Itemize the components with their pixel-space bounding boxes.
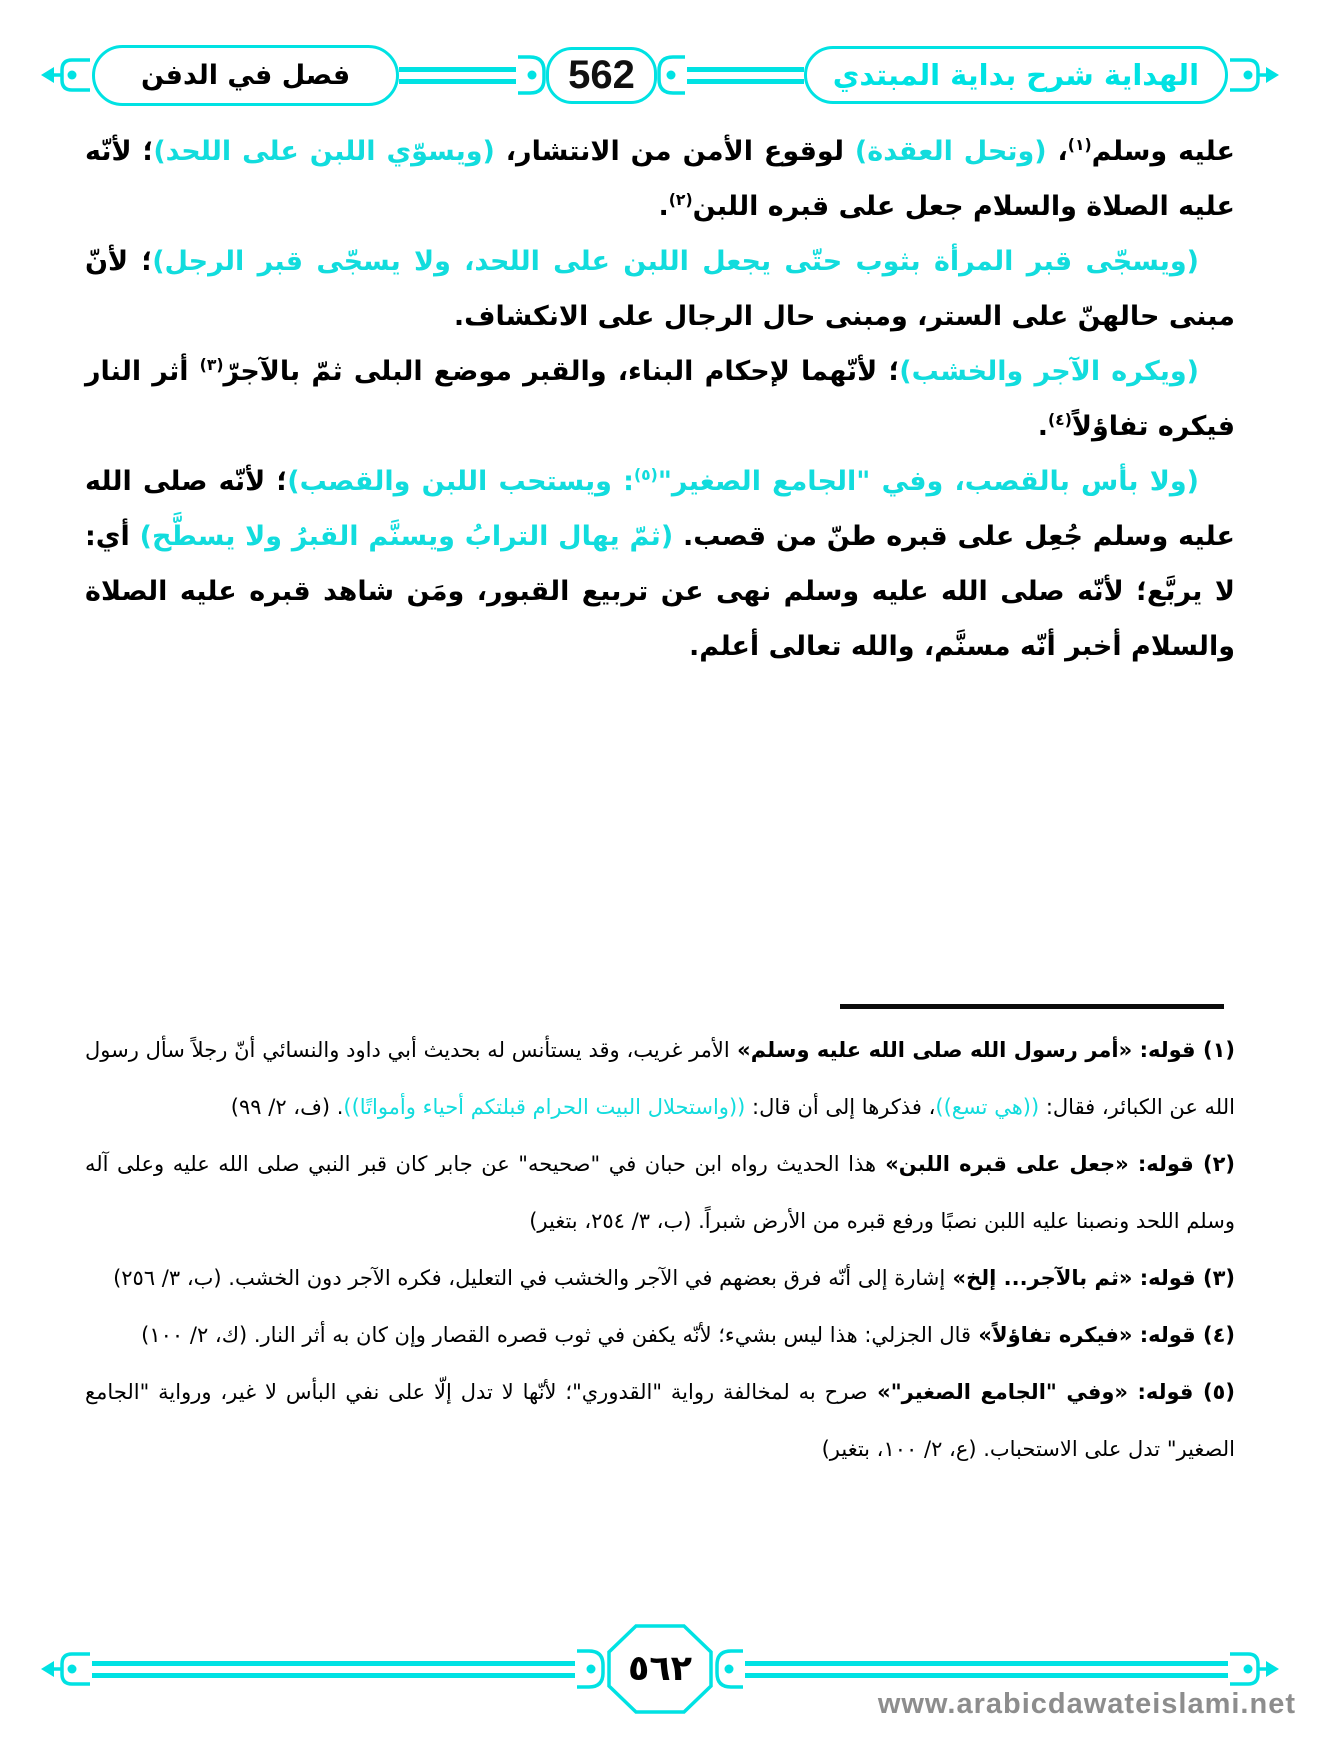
band-rule — [92, 1661, 575, 1678]
body-paragraph — [85, 344, 1235, 454]
book-title-cartouche — [804, 46, 1228, 104]
text-segment: إشارة إلى أنّه فرق بعضهم في الآجر والخشب في التعليل، فكره الآجر دون الخشب. (ب، ٣/ ٢٥٦) — [113, 1266, 946, 1290]
text-segment: (ويسوّي اللبن على اللحد) — [153, 136, 495, 167]
band-rule — [745, 1661, 1228, 1678]
text-segment: قال الجزلي: هذا ليس بشيء؛ لأنّه يكفن في ثوب قصره القصار وإن كان به أثر النار. (ك، ٢/ ١٠٠) — [141, 1323, 972, 1347]
text-segment: صرح به لمخالفة رواية "القدوري"؛ لأنّها لا تدل إلّا على نفي البأس لا غير، ورواية "الجامع الصغير" تدل على الاستحباب. (ع، ٢/ ١٠٠، بتغير) — [85, 1380, 1235, 1461]
watermark: www.arabicdawateislami.net — [877, 1688, 1296, 1720]
text-segment: ، فذكرها إلى أن قال: — [745, 1095, 936, 1119]
text-segment: (ثمّ يهال الترابُ ويسنَّم القبرُ ولا يسطَّح) — [139, 521, 674, 552]
body-paragraph — [85, 234, 1235, 344]
footer-page-number-badge — [605, 1622, 715, 1716]
text-segment: لوقوع الأمن من الانتشار، — [494, 136, 855, 167]
text-segment: ((واستحلال البيت الحرام قبلتكم أحياء وأمواتًا)) — [343, 1095, 746, 1119]
text-segment: : ويستحب اللبن والقصب) — [287, 466, 634, 497]
footer-page-number: ٥٦٢ — [627, 1649, 693, 1689]
text-segment: . — [658, 191, 669, 222]
book-title: الهداية شرح بداية المبتدي — [832, 58, 1200, 92]
text-segment: (٢) قوله: «جعل على قبره اللبن» — [876, 1152, 1236, 1176]
band-rule — [687, 67, 804, 84]
footnote — [85, 1022, 1235, 1136]
spear-finial-icon — [1228, 1646, 1282, 1692]
text-segment: (ويسجّى قبر المرأة بثوب حتّى يجعل اللبن على اللحد، ولا يسجّى قبر الرجل) — [152, 246, 1199, 277]
footnote — [85, 1364, 1235, 1478]
text-segment: (٣) قوله: «ثم بالآجر... إلخ» — [945, 1266, 1235, 1290]
spear-finial-icon — [1228, 52, 1282, 98]
text-segment: أي: لا يربَّع؛ لأنّه صلى الله عليه وسلم نهى عن تربيع القبور، ومَن شاهد قبره عليه الصلاة والسلام أخبر أنّه مسنَّم، والله تعالى أعلم. — [85, 521, 1235, 662]
footnotes — [85, 1022, 1235, 1478]
text-segment: الأمر غريب، وقد يستأنس له بحديث أبي داود والنسائي أنّ رجلاً سأل رسول الله عن الكبائر، فقال: — [85, 1038, 1235, 1119]
footnote — [85, 1250, 1235, 1307]
text-segment: أثر النار فيكره تفاؤلاً — [85, 356, 1235, 442]
text-segment: (٤) قوله: «فيكره تفاؤلاً» — [971, 1323, 1235, 1347]
text-segment: (٥) قوله: «وفي "الجامع الصغير"» — [867, 1380, 1235, 1404]
text-segment: (ولا بأس بالقصب، وفي "الجامع الصغير" — [657, 466, 1199, 497]
footnote-separator — [840, 1004, 1224, 1009]
text-segment: . — [1037, 411, 1048, 442]
bracket-clamp-icon — [657, 49, 687, 101]
body-paragraph — [85, 124, 1235, 234]
text-segment: (وتحل العقدة) — [854, 136, 1047, 167]
footnote-ref: (٣) — [199, 355, 224, 374]
footnote-ref: (٥) — [633, 465, 658, 484]
body-paragraph — [85, 454, 1235, 674]
footnote-ref: (١) — [1067, 135, 1092, 154]
bracket-clamp-icon — [715, 1643, 745, 1695]
footnote-ref: (٤) — [1047, 410, 1072, 429]
text-segment: هذا الحديث رواه ابن حبان في "صحيحه" عن جابر كان قبر النبي صلى الله عليه وعلى آله وسلم اللحد ونصبنا عليه اللبن نصبًا ورفع قبره من الأرض شبراً. (ب، ٣/ ٢٥٤، بتغير) — [85, 1152, 1235, 1233]
text-segment: ؛ لأنّه صلى الله عليه وسلم جُعِل على قبره طنّ من قصب. — [85, 466, 1235, 552]
text-segment: عليه وسلم — [1091, 136, 1235, 167]
bracket-clamp-icon — [516, 49, 546, 101]
text-segment: ((هي تسع)) — [935, 1095, 1040, 1119]
page-number: 562 — [568, 52, 635, 97]
page-number-badge — [546, 47, 657, 104]
main-text — [85, 124, 1235, 674]
text-segment: ؛ لأنّ مبنى حالهنّ على الستر، ومبنى حال الرجال على الانكشاف. — [85, 246, 1235, 332]
section-title: فصل في الدفن — [141, 59, 351, 91]
bracket-clamp-icon — [575, 1643, 605, 1695]
text-segment: (١) قوله: «أمر رسول الله صلى الله عليه وسلم» — [729, 1038, 1235, 1062]
text-segment: ؛ لأنّه عليه الصلاة والسلام جعل على قبره اللبن — [85, 136, 1235, 222]
footnote-ref: (٢) — [668, 190, 693, 209]
text-segment: ، — [1046, 136, 1068, 167]
text-segment: (ويكره الآجر والخشب) — [899, 356, 1199, 387]
footnote — [85, 1136, 1235, 1250]
text-segment: . (ف، ٢/ ٩٩) — [230, 1095, 344, 1119]
header-band — [38, 30, 1282, 120]
spear-finial-icon — [38, 1646, 92, 1692]
section-title-cartouche — [92, 45, 399, 106]
spear-finial-icon — [38, 52, 92, 98]
footnote — [85, 1307, 1235, 1364]
band-rule — [399, 67, 516, 84]
text-segment: ؛ لأنّهما لإحكام البناء، والقبر موضع البلى ثمّ بالآجرّ — [223, 356, 900, 387]
